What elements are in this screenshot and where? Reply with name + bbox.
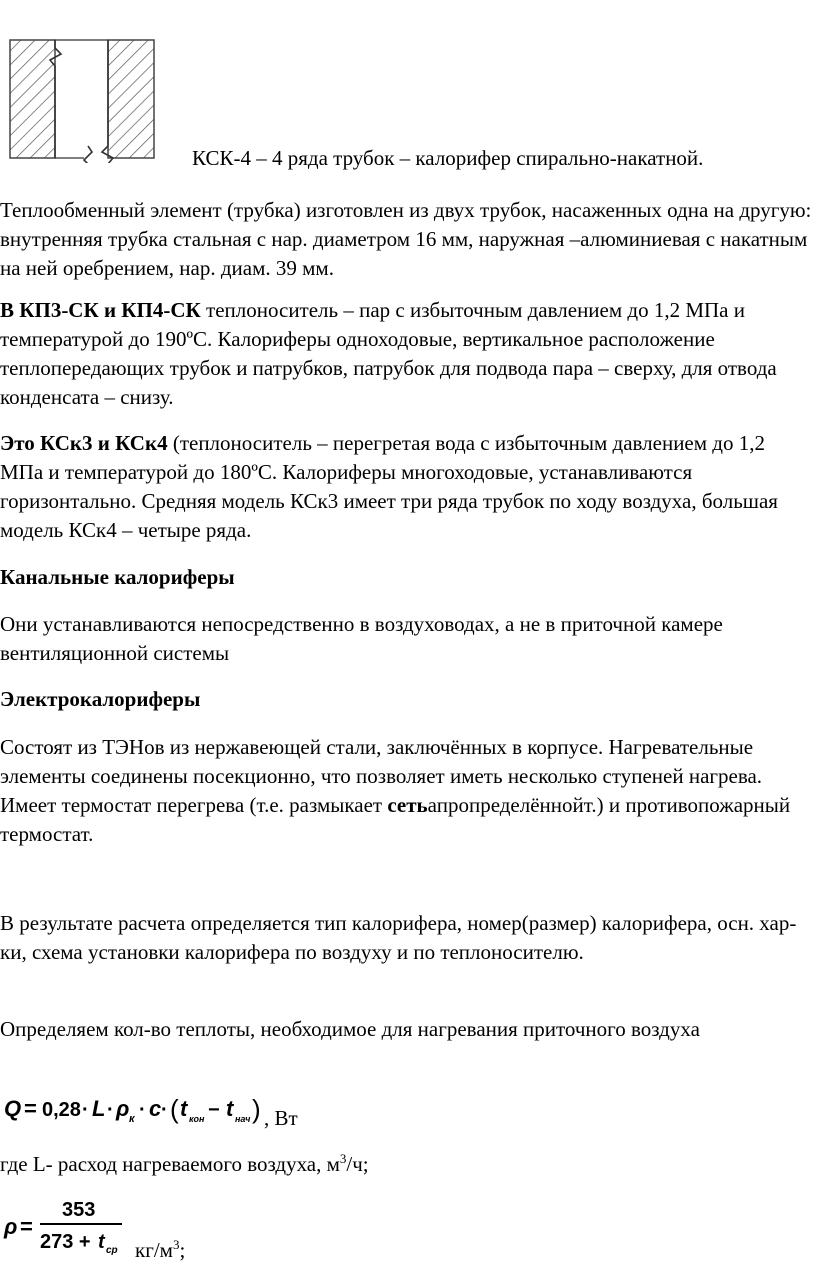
formula-heat-q bbox=[2, 1090, 264, 1130]
rho-den-t: t bbox=[98, 1231, 105, 1253]
air-flow-text-a: где L- расход нагреваемого воздуха, м bbox=[0, 1152, 340, 1176]
q-dot-1: · bbox=[82, 1099, 89, 1121]
rho-unit bbox=[135, 1236, 185, 1265]
electro-text-a: Состоят из ТЭНов из нержавеющей стали, заключённых в корпусе. Нагревательные элементы соединены посекционно, что позволяет иметь несколько ступеней нагрева. Имеет термостат перегрева (т.е. размыкает bbox=[0, 735, 763, 817]
kp-sk-text: теплоноситель – пар с избыточным давлением до 1,2 МПа и температурой до 190ºС. Калориферы одноходовые, вертикальное расположение теплопередающих трубок и патрубков, патрубок для подвода пара – сверху, для отвода конденсата – снизу. bbox=[0, 298, 777, 409]
svg-text:): ) bbox=[252, 1094, 261, 1124]
paragraph-channel-heaters: Они устанавливаются непосредственно в воздуховодах, а не в приточной камере вентиляционной системы bbox=[0, 612, 723, 665]
rho-unit-sup: 3 bbox=[172, 1237, 180, 1252]
electro-text-b: апропределённойт.) и противопожарный термостат. bbox=[0, 793, 791, 846]
air-flow-sup: 3 bbox=[339, 1151, 347, 1166]
q-t1-sub: кон bbox=[189, 1114, 205, 1124]
q-t2-sub: нач bbox=[235, 1114, 251, 1124]
paragraph-electric-heaters bbox=[0, 733, 812, 849]
q-t2: t bbox=[226, 1096, 234, 1121]
left-wall-hatch bbox=[10, 40, 55, 158]
paragraph-tube-element: Теплообменный элемент (трубка) изготовлен из двух трубок, насаженных одна на другую: внутренняя трубка стальная с нар. диаметром 16 мм, наружная –алюминиевая с накатным на ней оребрением, нар. диам. 39 мм. bbox=[0, 198, 812, 280]
paragraph-kp-sk bbox=[0, 296, 812, 412]
paragraph-ksk bbox=[0, 429, 812, 545]
q-dot-4: · bbox=[161, 1099, 168, 1121]
q-t1: t bbox=[180, 1096, 188, 1121]
rho-unit-b: ; bbox=[179, 1238, 186, 1262]
paragraph-heat-amount: Определяем кол-во теплоты, необходимое для нагревания приточного воздуха bbox=[0, 1017, 700, 1041]
rho-den-a: 273 + bbox=[40, 1231, 91, 1253]
q-minus: − bbox=[208, 1099, 220, 1121]
q-c: c bbox=[149, 1096, 162, 1121]
rho-eq: = bbox=[20, 1214, 33, 1239]
rho-den-sub: ср bbox=[106, 1245, 118, 1256]
q-rho-sub: к bbox=[129, 1113, 135, 1125]
rho-unit-a: кг/м bbox=[135, 1238, 173, 1262]
heading-electric-heaters: Электрокалориферы bbox=[0, 687, 201, 711]
q-dot-2: · bbox=[107, 1099, 114, 1121]
paragraph-air-flow bbox=[0, 1150, 812, 1179]
figure-caption: КСК-4 – 4 ряда трубок – калорифер спирально-накатной. bbox=[192, 146, 704, 170]
break-left-bottom bbox=[84, 146, 92, 163]
ksk-bold: Это КСк3 и КСк4 bbox=[0, 431, 168, 455]
tube-section-figure bbox=[0, 18, 172, 163]
rho-lhs: ρ bbox=[4, 1214, 18, 1239]
q-L: L bbox=[92, 1096, 106, 1121]
q-dot-3: · bbox=[139, 1099, 146, 1121]
q-unit: , Вт bbox=[264, 1106, 298, 1130]
q-lhs: Q bbox=[4, 1096, 22, 1121]
q-rho: ρ bbox=[116, 1096, 130, 1121]
rho-numerator: 353 bbox=[62, 1199, 96, 1221]
right-wall-hatch bbox=[108, 40, 154, 158]
electro-bold-net: сеть bbox=[387, 793, 428, 817]
kp-sk-bold: В КП3-СК и КП4-СК bbox=[0, 298, 201, 322]
formula-density-rho bbox=[2, 1192, 132, 1264]
q-eq: = bbox=[24, 1096, 37, 1121]
heading-channel-heaters: Канальные калориферы bbox=[0, 565, 235, 589]
svg-text:(: ( bbox=[170, 1094, 179, 1124]
air-flow-text-b: /ч; bbox=[346, 1152, 369, 1176]
paragraph-calc-result: В результате расчета определяется тип калорифера, номер(размер) калорифера, осн. хар-ки, схема установки калорифера по воздуху и по теплоносителю. bbox=[0, 911, 797, 964]
q-coef: 0,28 bbox=[42, 1099, 81, 1121]
ksk-text: (теплоноситель – перегретая вода с избыточным давлением до 1,2 МПа и температурой до 180ºС. Калориферы многоходовые, устанавливаются горизонтально. Средняя модель КСк3 имеет три ряда трубок по ходу воздуха, большая модель КСк4 – четыре ряда. bbox=[0, 431, 778, 542]
